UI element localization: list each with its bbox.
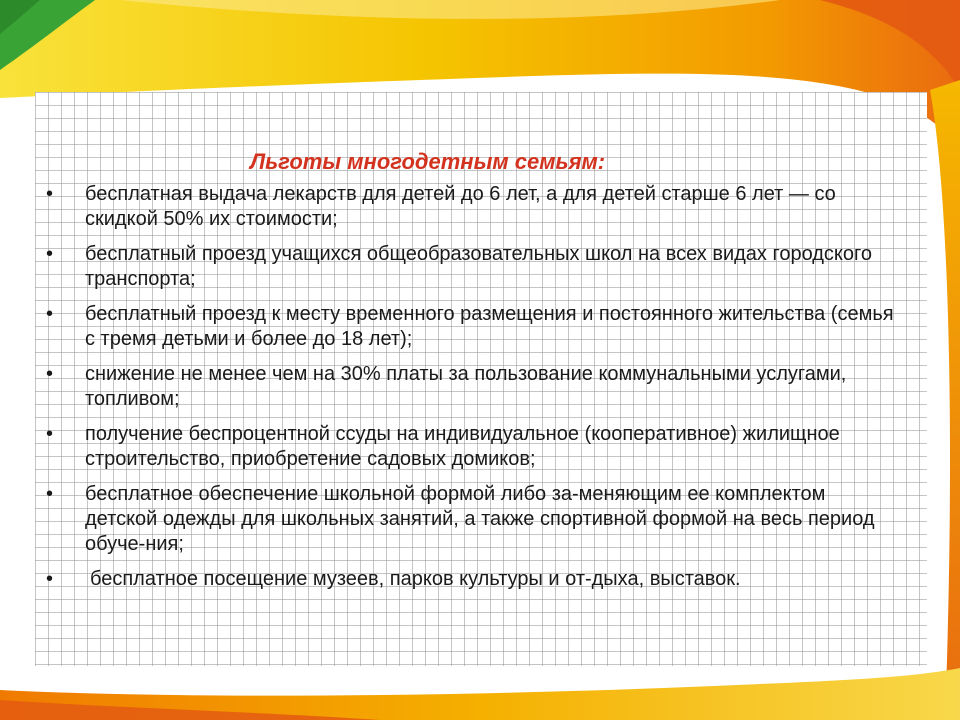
list-item-text: бесплатный проезд к месту временного размещения и постоянного жительства (семья с тремя детьми и более до 18 лет);: [85, 303, 894, 350]
slide-content: [40, 148, 900, 602]
list-item: [40, 182, 900, 232]
list-item-text: снижение не менее чем на 30% платы за пользование коммунальными услугами, топливом;: [85, 363, 847, 410]
list-item: [40, 302, 900, 352]
bullet-icon: •: [46, 183, 54, 205]
list-item-text: бесплатное посещение музеев, парков культуры и от-дыха, выставок.: [90, 568, 741, 590]
list-item: [40, 362, 900, 412]
list-item: [40, 242, 900, 292]
bullet-icon: •: [46, 303, 54, 325]
list-item-text: получение беспроцентной ссуды на индивидуальное (кооперативное) жилищное строительство, приобретение садовых домиков;: [85, 423, 840, 470]
right-band: [930, 80, 960, 720]
list-item: [40, 482, 900, 557]
benefits-list: [40, 182, 900, 592]
slide-title: Льготы многодетным семьям:: [250, 149, 606, 174]
bullet-icon: •: [46, 483, 54, 505]
list-item-text: бесплатный проезд учащихся общеобразовательных школ на всех видах городского транспорта;: [85, 243, 873, 290]
bullet-icon: •: [46, 423, 54, 445]
list-item-text: бесплатное обеспечение школьной формой либо за-меняющим ее комплектом детской одежды для школьных занятий, а также спортивной формой на весь период обуче-ния;: [85, 483, 875, 555]
bullet-icon: •: [46, 243, 54, 265]
list-item: [40, 422, 900, 472]
list-item-text: бесплатная выдача лекарств для детей до 6 лет, а для детей старше 6 лет — со скидкой 50% их стоимости;: [85, 183, 836, 230]
list-item: [40, 567, 900, 592]
bullet-icon: •: [46, 568, 54, 590]
bullet-icon: •: [46, 363, 54, 385]
